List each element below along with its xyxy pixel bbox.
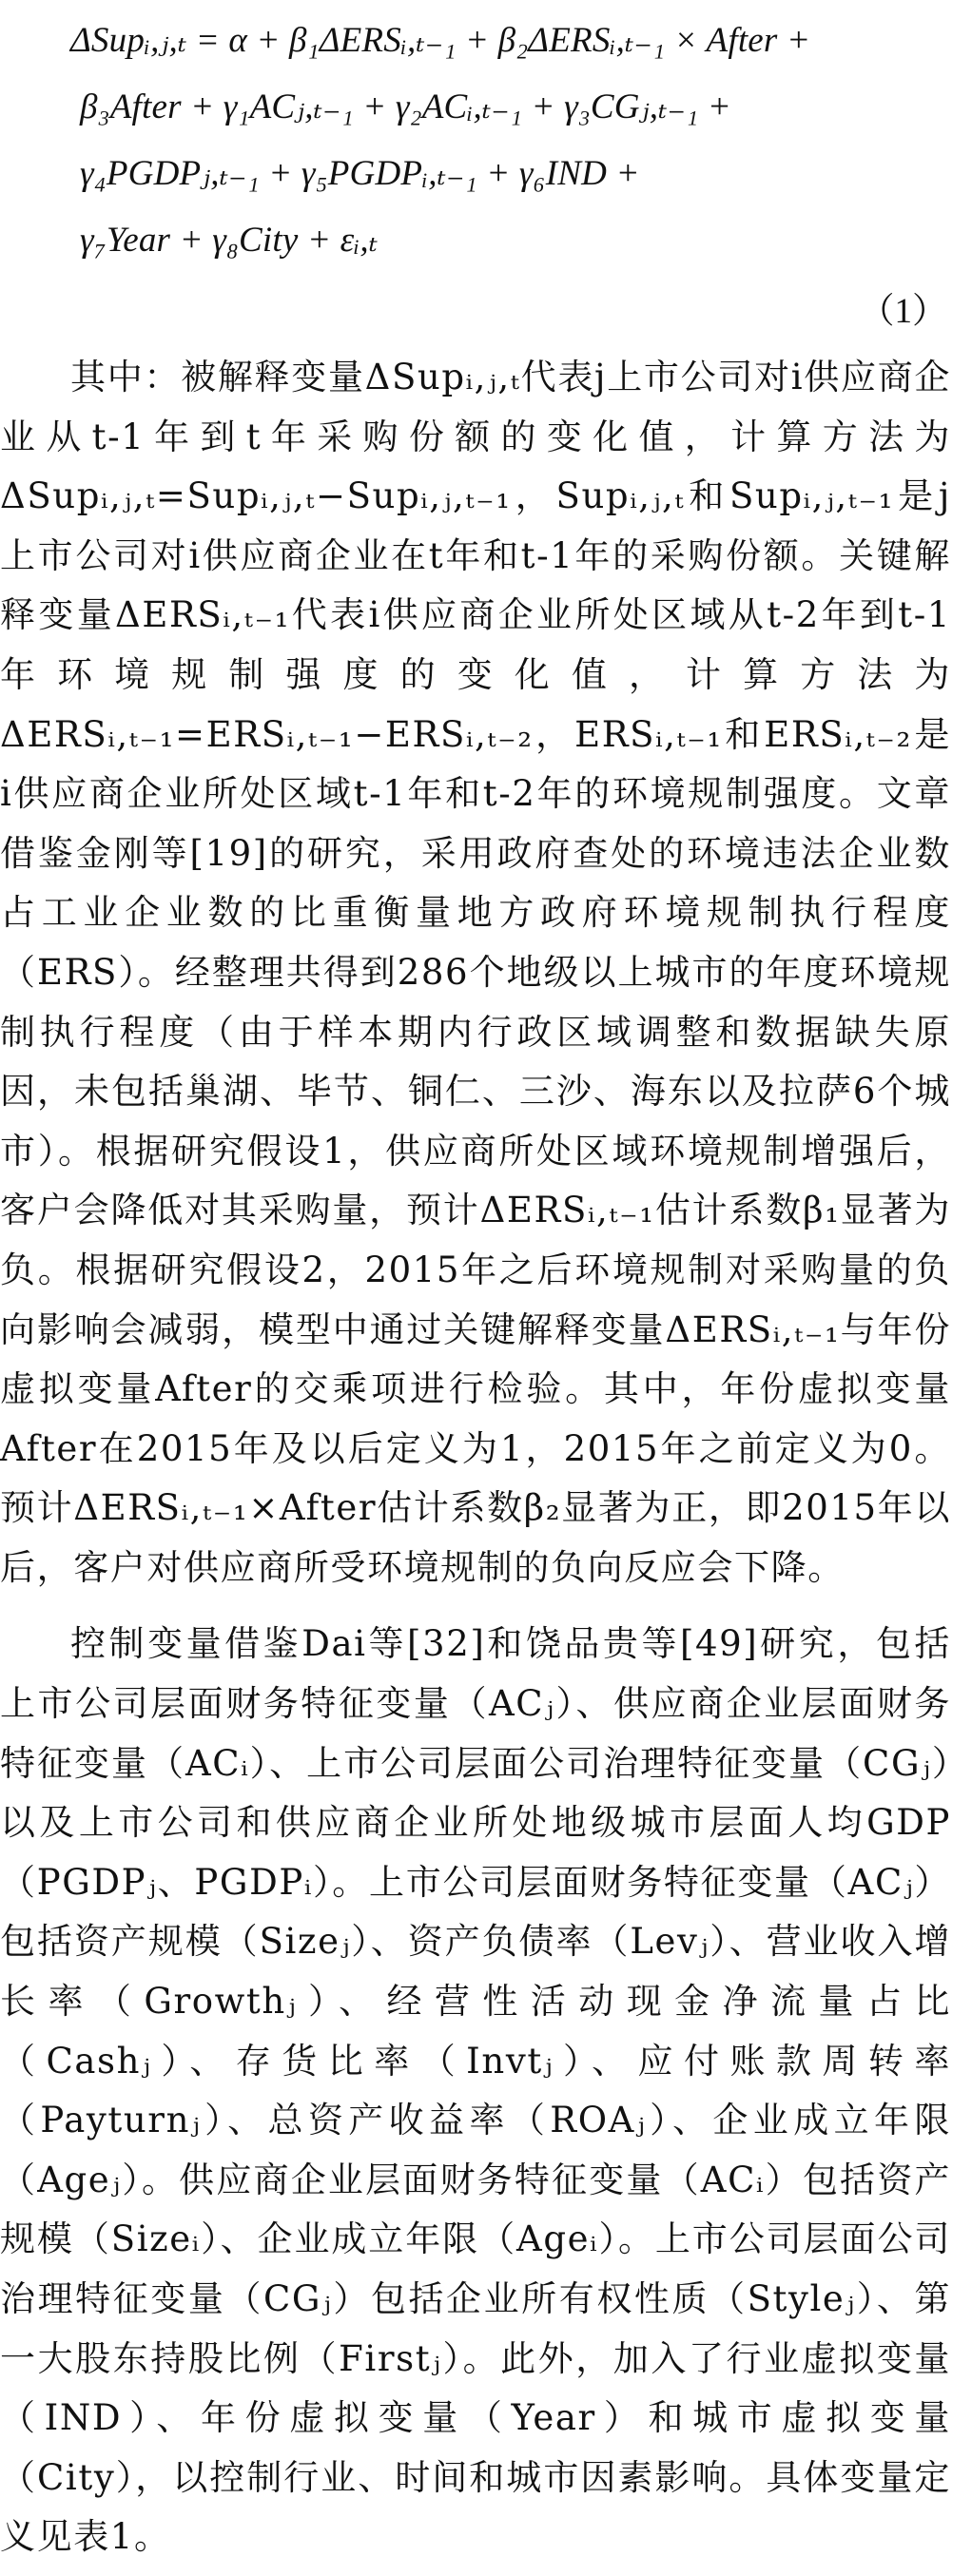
paragraph-control-variables: 控制变量借鉴Dai等[32]和饶品贵等[49]研究，包括上市公司层面财务特征变量（ACⱼ）、供应商企业层面财务特征变量（ACᵢ）、上市公司层面公司治理特征变量（CGⱼ）以及上市公司和供应商企业所处地级城市层面人均GDP（PGDPⱼ、PGDPᵢ）。上市公司层面财务特征变量（ACⱼ）包括资产规模（Sizeⱼ）、资产负债率（Levⱼ）、营业收入增长率（Growthⱼ）、经营性活动现金净流量占比（Cashⱼ）、存货比率（Invtⱼ）、应付账款周转率（Payturnⱼ）、总资产收益率（ROAⱼ）、企业成立年限（Ageⱼ）。供应商企业层面财务特征变量（ACᵢ）包括资产规模（Sizeᵢ）、企业成立年限（Ageᵢ）。上市公司层面公司治理特征变量（CGⱼ）包括企业所有权性质（Styleⱼ）、第一大股东持股比例（Firstⱼ）。此外，加入了行业虚拟变量（IND）、年份虚拟变量（Year）和城市虚拟变量（City），以控制行业、时间和城市因素影响。具体变量定义见表1。 [0, 1623, 951, 2558]
paragraph-variable-definitions: 其中：被解释变量ΔSupᵢ,ⱼ,ₜ代表j上市公司对i供应商企业从t-1年到t年采购份额的变化值，计算方法为ΔSupᵢ,ⱼ,ₜ=Supᵢ,ⱼ,ₜ−Supᵢ,ⱼ,ₜ₋₁，Supᵢ,ⱼ,ₜ和Supᵢ,ⱼ,ₜ₋₁是j上市公司对i供应商企业在t年和t-1年的采购份额。关键解释变量ΔERSᵢ,ₜ₋₁代表i供应商企业所处区域从t-2年到t-1年环境规制强度的变化值，计算方法为ΔERSᵢ,ₜ₋₁=ERSᵢ,ₜ₋₁−ERSᵢ,ₜ₋₂，ERSᵢ,ₜ₋₁和ERSᵢ,ₜ₋₂是i供应商企业所处区域t-1年和t-2年的环境规制强度。文章借鉴金刚等[19]的研究，采用政府查处的环境违法企业数占工业企业数的比重衡量地方政府环境规制执行程度（ERS）。经整理共得到286个地级以上城市的年度环境规制执行程度（由于样本期内行政区域调整和数据缺失原因，未包括巢湖、毕节、铜仁、三沙、海东以及拉萨6个城市）。根据研究假设1，供应商所处区域环境规制增强后，客户会降低对其采购量，预计ΔERSᵢ,ₜ₋₁估计系数β₁显著为负。根据研究假设2，2015年之后环境规制对采购量的负向影响会减弱，模型中通过关键解释变量ΔERSᵢ,ₜ₋₁与年份虚拟变量After的交乘项进行检验。其中，年份虚拟变量After在2015年及以后定义为1，2015年之前定义为0。预计ΔERSᵢ,ₜ₋₁×After估计系数β₂显著为正，即2015年以后，客户对供应商所受环境规制的负向反应会下降。 [0, 357, 951, 1588]
equation-line-2: β₃After + γ₁ACⱼ,ₜ₋₁ + γ₂ACᵢ,ₜ₋₁ + γ₃CGⱼ,ₜ₋₁ + [80, 87, 731, 126]
equation-line-3: γ₄PGDPⱼ,ₜ₋₁ + γ₅PGDPᵢ,ₜ₋₁ + γ₆IND + [80, 154, 640, 193]
equation-line-1: ΔSupᵢ,ⱼ,ₜ = α + β₁ΔERSᵢ,ₜ₋₁ + β₂ΔERSᵢ,ₜ₋₁ × After + [70, 21, 811, 60]
equation-line-4: γ₇Year + γ₈City + εᵢ,ₜ [80, 221, 379, 260]
equation-number: （1） [859, 292, 947, 331]
regression-equation [70, 8, 953, 274]
body-text [0, 348, 951, 2567]
